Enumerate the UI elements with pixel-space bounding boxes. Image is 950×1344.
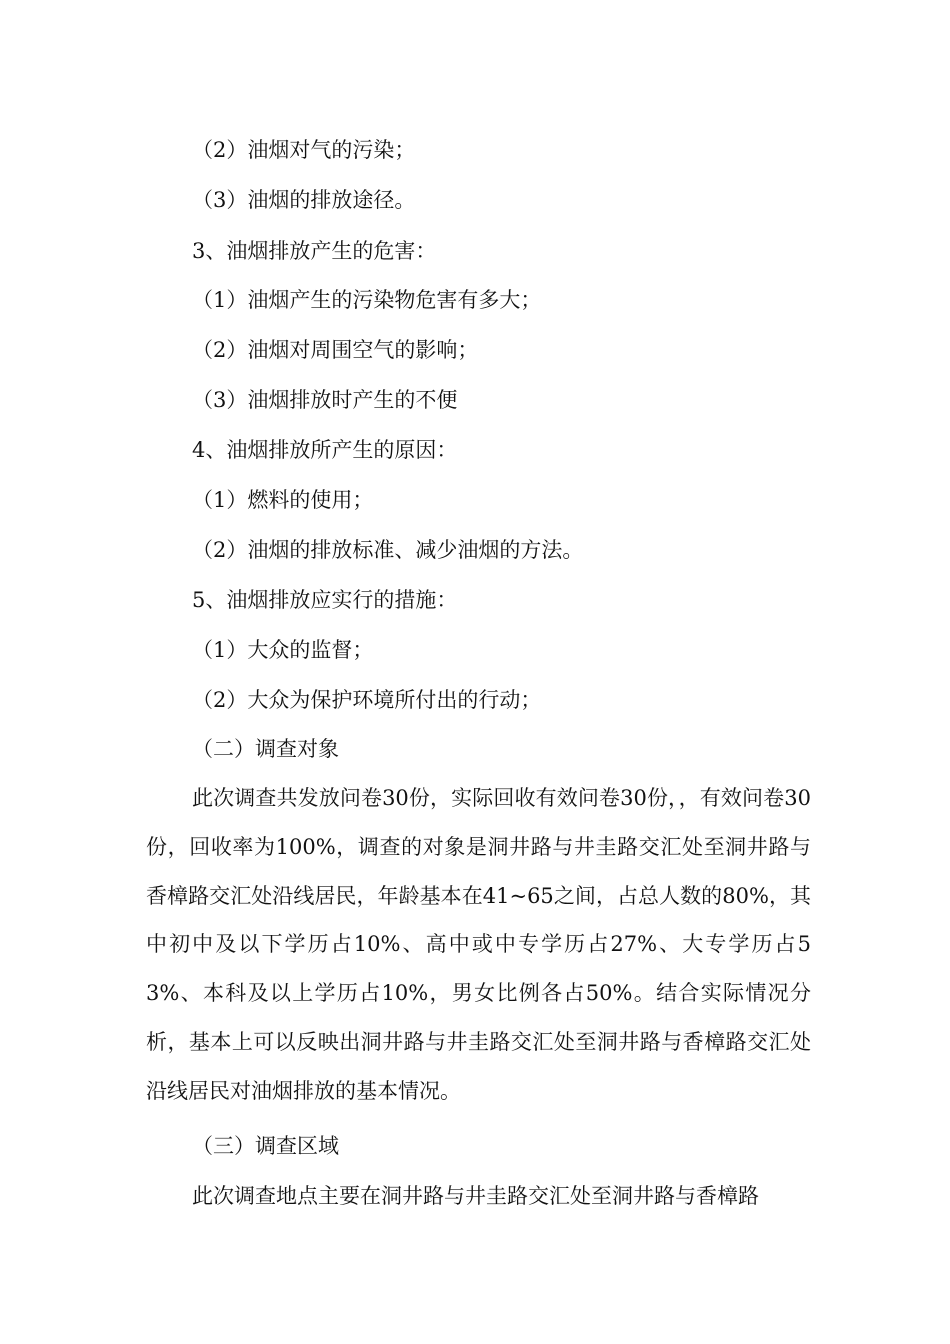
- survey-area-paragraph: 此次调查地点主要在洞井路与井圭路交汇处至洞井路与香樟路: [192, 1184, 759, 1208]
- list-item: （3）油烟排放时产生的不便: [192, 388, 458, 412]
- subsection-heading: （三）调查区域: [192, 1134, 339, 1158]
- list-item: （3）油烟的排放途径。: [192, 188, 416, 212]
- section-heading: 5、油烟排放应实行的措施：: [192, 588, 458, 612]
- list-item: （2）油烟的排放标准、减少油烟的方法。: [192, 538, 584, 562]
- list-item: （2）大众为保护环境所付出的行动；: [192, 688, 542, 712]
- list-item: （1）大众的监督；: [192, 638, 374, 662]
- subsection-heading: （二）调查对象: [192, 737, 339, 761]
- list-item: （1）燃料的使用；: [192, 488, 374, 512]
- section-heading: 4、油烟排放所产生的原因：: [192, 438, 458, 462]
- list-item: （2）油烟对气的污染；: [192, 138, 416, 162]
- list-item: （2）油烟对周围空气的影响；: [192, 338, 479, 362]
- section-heading: 3、油烟排放产生的危害：: [192, 239, 437, 263]
- list-item: （1）油烟产生的污染物危害有多大；: [192, 288, 542, 312]
- survey-subject-paragraph: 此次调查共发放问卷30份，实际回收有效问卷30份，，有效问卷30份，回收率为100%，调查的对象是洞井路与井圭路交汇处至洞井路与香樟路交汇处沿线居民，年龄基本在41~65之间，占总人数的80%，其中初中及以下学历占10%、高中或中专学历占27%、大专学历占53%、本科及以上学历占10%，男女比例各占50%。结合实际情况分析，基本上可以反映出洞井路与井圭路交汇处至洞井路与香樟路交汇处沿线居民对油烟排放的基本情况。: [146, 786, 811, 1103]
